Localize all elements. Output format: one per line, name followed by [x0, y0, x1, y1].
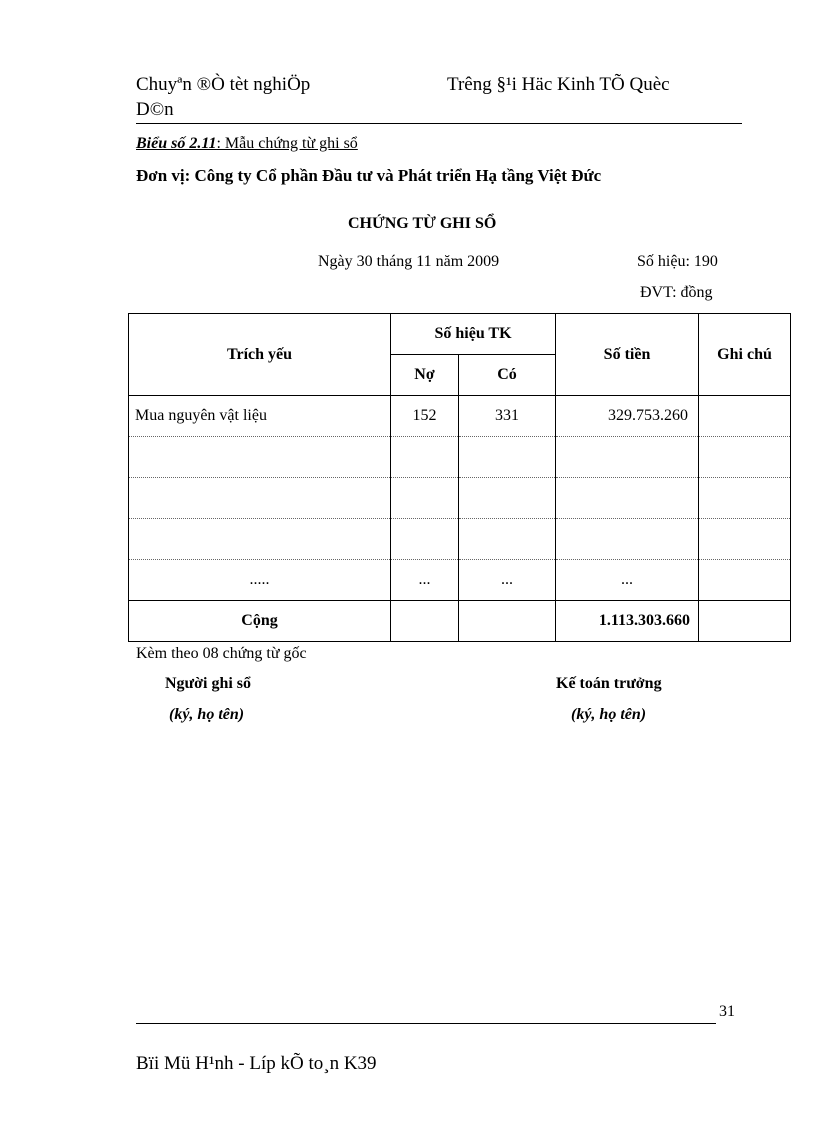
header-left-line2: D©n — [136, 99, 174, 120]
cell-note — [699, 396, 791, 437]
footer-rule — [136, 1023, 716, 1024]
header-account-group: Số hiệu TK — [391, 314, 556, 355]
cell-amount: 329.753.260 — [556, 396, 699, 437]
total-note-empty — [699, 601, 791, 642]
cell-credit — [459, 519, 556, 560]
document-title: CHỨNG TỪ GHI SỔ — [348, 215, 497, 232]
cell-credit: ... — [459, 560, 556, 601]
cell-note — [699, 478, 791, 519]
header-right: Trêng §¹i Häc Kinh TÕ Quèc — [447, 74, 670, 95]
cell-debit — [391, 437, 459, 478]
table-header-row — [129, 314, 791, 355]
total-debit-empty — [391, 601, 459, 642]
signature-chief-accountant-note: (ký, họ tên) — [571, 706, 647, 723]
cell-note — [699, 560, 791, 601]
cell-description — [129, 478, 391, 519]
cell-description: Mua nguyên vật liệu — [129, 396, 391, 437]
cell-amount — [556, 478, 699, 519]
caption — [136, 135, 358, 153]
cell-debit: 152 — [391, 396, 459, 437]
cell-description — [129, 519, 391, 560]
footer-text: Bïi Mü H¹nh - Líp kÕ to¸n K39 — [136, 1053, 377, 1074]
caption-text: : Mẫu chứng từ ghi sổ — [216, 135, 358, 152]
signature-recorder-note: (ký, họ tên) — [169, 706, 245, 723]
document-currency: ĐVT: đồng — [640, 284, 713, 301]
cell-amount — [556, 519, 699, 560]
document-date: Ngày 30 tháng 11 năm 2009 — [318, 253, 500, 270]
cell-amount: ... — [556, 560, 699, 601]
cell-credit — [459, 437, 556, 478]
total-credit-empty — [459, 601, 556, 642]
header-note: Ghi chú — [699, 314, 791, 396]
cell-amount — [556, 437, 699, 478]
header-amount: Số tiền — [556, 314, 699, 396]
total-row — [129, 601, 791, 642]
cell-description — [129, 437, 391, 478]
voucher-table — [128, 313, 791, 642]
attachments-note: Kèm theo 08 chứng từ gốc — [136, 645, 307, 662]
cell-note — [699, 437, 791, 478]
cell-note — [699, 519, 791, 560]
header-left-line1: Chuyªn ®Ò tèt nghiÖp — [136, 74, 311, 95]
document-number: Số hiệu: 190 — [637, 253, 718, 270]
header-rule — [136, 123, 742, 124]
header-credit: Có — [459, 355, 556, 396]
header-debit: Nợ — [391, 355, 459, 396]
signature-chief-accountant-title: Kế toán trưởng — [556, 675, 662, 692]
cell-debit — [391, 478, 459, 519]
cell-credit — [459, 478, 556, 519]
unit-line: Đơn vị: Công ty Cổ phần Đầu tư và Phát triển Hạ tầng Việt Đức — [136, 166, 602, 185]
cell-credit: 331 — [459, 396, 556, 437]
cell-debit — [391, 519, 459, 560]
total-amount: 1.113.303.660 — [556, 601, 699, 642]
header-description: Trích yếu — [129, 314, 391, 396]
page-number: 31 — [719, 1003, 735, 1020]
total-label: Cộng — [129, 601, 391, 642]
table-row — [129, 437, 791, 478]
cell-description: ..... — [129, 560, 391, 601]
signature-recorder-title: Người ghi sổ — [165, 675, 252, 692]
table-row — [129, 478, 791, 519]
table-row — [129, 396, 791, 437]
caption-label: Biểu số 2.11 — [136, 135, 217, 152]
cell-debit: ... — [391, 560, 459, 601]
table-row — [129, 519, 791, 560]
table-row — [129, 560, 791, 601]
